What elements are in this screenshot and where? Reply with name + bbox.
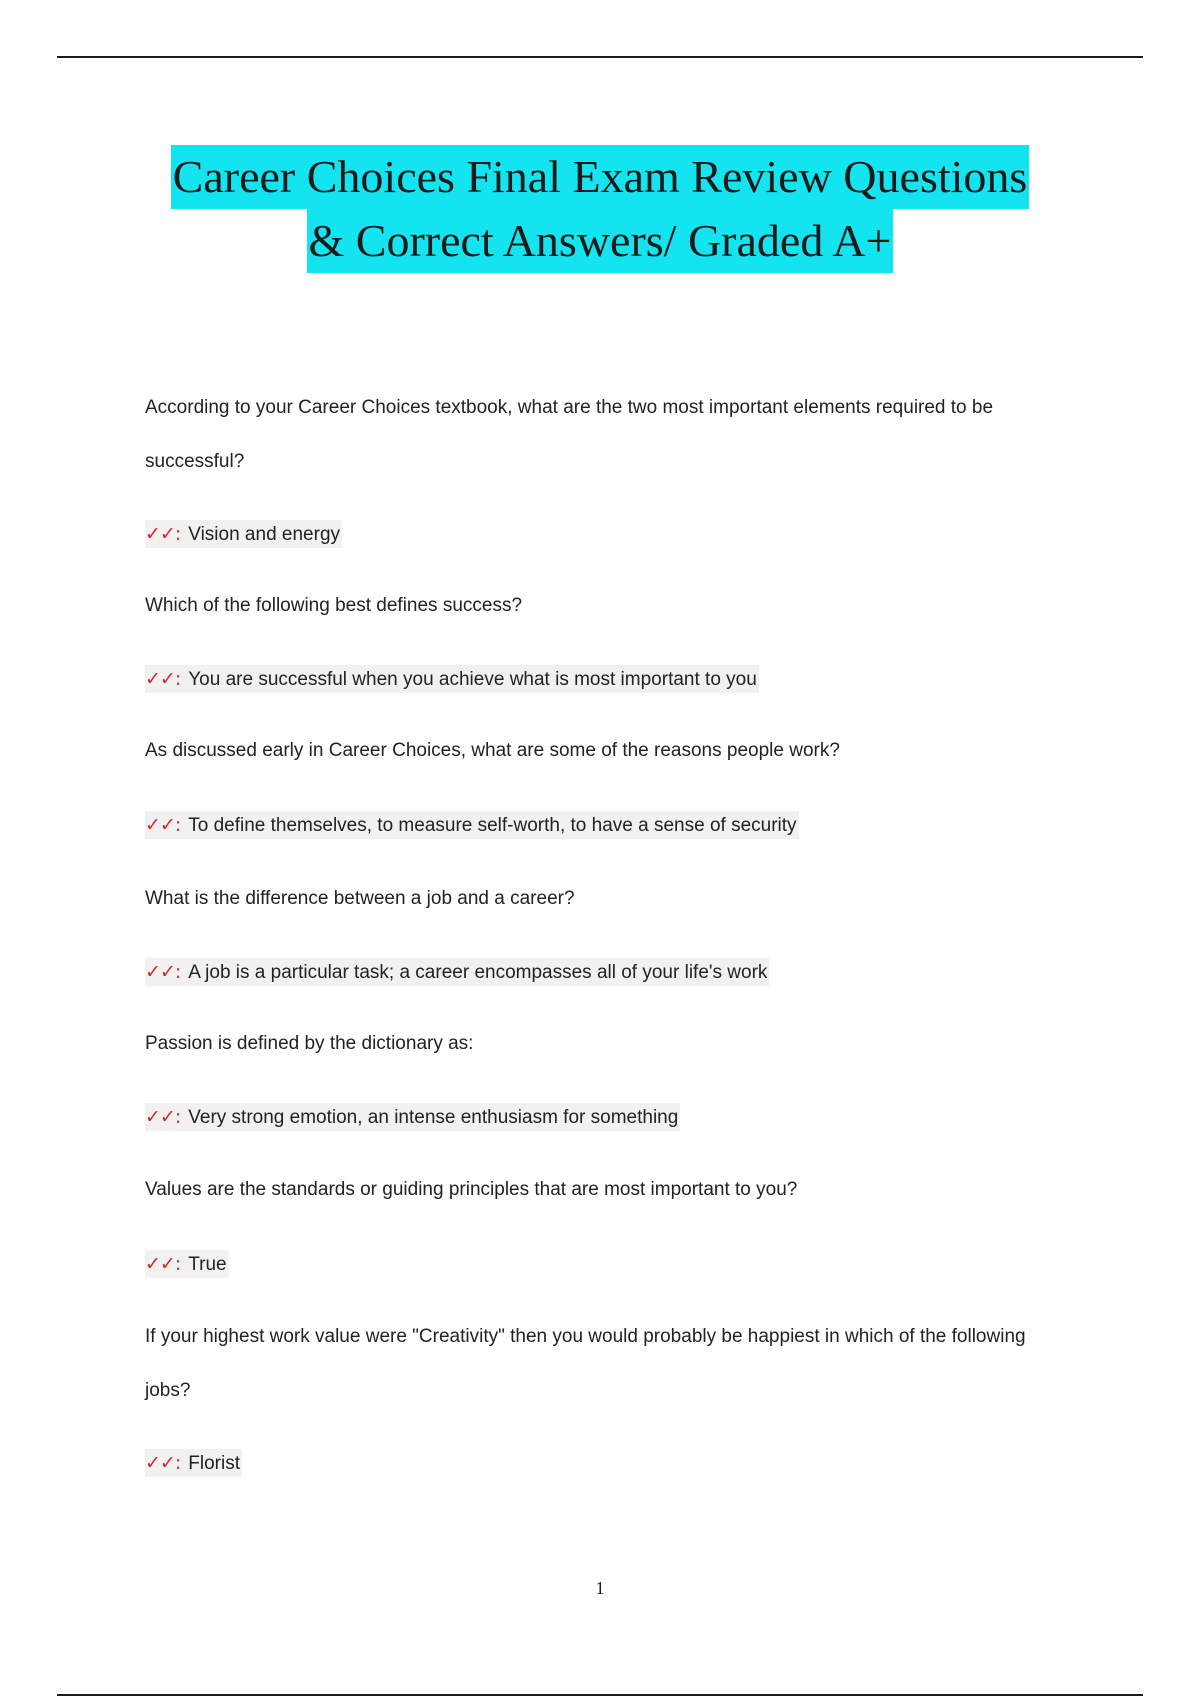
double-check-icon: ✓✓ — [145, 961, 175, 983]
title-line-2: & Correct Answers/ Graded A+ — [307, 209, 894, 273]
question-7: If your highest work value were "Creativity" then you would probably be happiest in which of the following jobs? — [145, 1326, 1026, 1401]
question-5: Passion is defined by the dictionary as: — [145, 1033, 474, 1054]
header-rule — [57, 56, 1143, 58]
question-6: Values are the standards or guiding principles that are most important to you? — [145, 1179, 798, 1200]
double-check-icon: ✓✓ — [145, 1106, 175, 1128]
question-3: As discussed early in Career Choices, what are some of the reasons people work? — [145, 740, 840, 761]
answer-4: ✓✓: A job is a particular task; a career encompasses all of your life's work — [145, 958, 769, 986]
answer-text: Florist — [188, 1453, 240, 1474]
answer-2: ✓✓: You are successful when you achieve what is most important to you — [145, 665, 759, 693]
answer-5: ✓✓: Very strong emotion, an intense enthusiasm for something — [145, 1103, 680, 1131]
answer-text: True — [188, 1254, 227, 1275]
document-title — [0, 145, 1200, 273]
question-2: Which of the following best defines success? — [145, 595, 523, 616]
answer-text: Vision and energy — [188, 524, 341, 545]
footer-rule — [57, 1694, 1143, 1696]
question-1: According to your Career Choices textbook, what are the two most important elements required to be successful? — [145, 397, 994, 472]
answer-1: ✓✓: Vision and energy — [145, 520, 342, 548]
question-4: What is the difference between a job and a career? — [145, 888, 575, 909]
page-number: 1 — [595, 1578, 605, 1598]
answer-text: Very strong emotion, an intense enthusiasm for something — [188, 1107, 679, 1128]
double-check-icon: ✓✓ — [145, 523, 175, 545]
double-check-icon: ✓✓ — [145, 1452, 175, 1474]
double-check-icon: ✓✓ — [145, 814, 175, 836]
answer-3: ✓✓: To define themselves, to measure self-worth, to have a sense of security — [145, 811, 799, 839]
double-check-icon: ✓✓ — [145, 1253, 175, 1275]
double-check-icon: ✓✓ — [145, 668, 175, 690]
answer-7: ✓✓: Florist — [145, 1449, 242, 1477]
title-line-1: Career Choices Final Exam Review Questions — [171, 145, 1030, 209]
answer-text: To define themselves, to measure self-worth, to have a sense of security — [188, 815, 797, 836]
answer-text: A job is a particular task; a career encompasses all of your life's work — [188, 962, 768, 983]
answer-6: ✓✓: True — [145, 1250, 229, 1278]
answer-text: You are successful when you achieve what is most important to you — [188, 669, 757, 690]
